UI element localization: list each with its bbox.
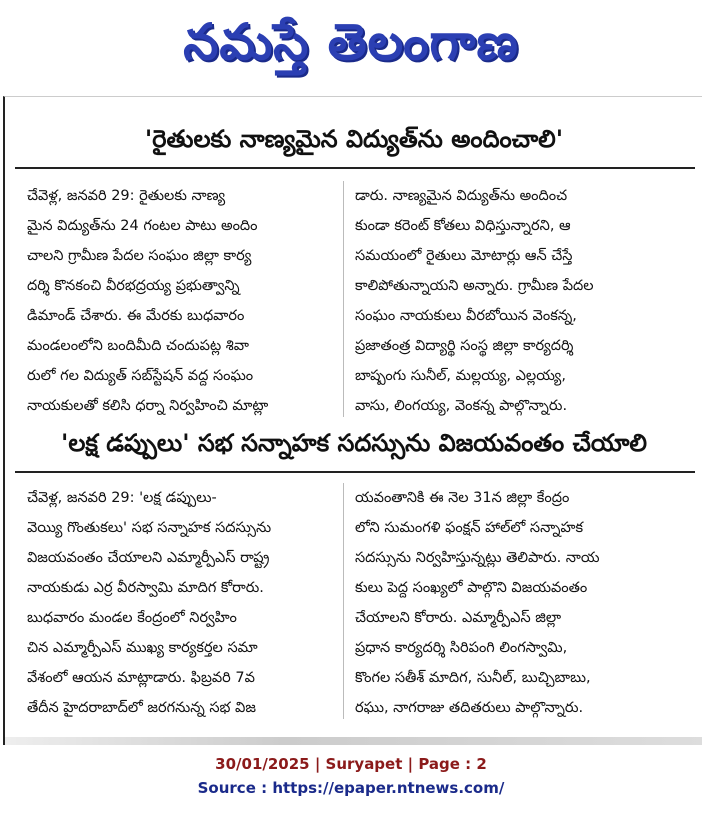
text-line: ప్రజాతంత్ర విద్యార్థి సంస్థ జిల్లా కార్యదర్శి bbox=[355, 338, 574, 354]
article-1-column-1 bbox=[27, 181, 337, 421]
source-link[interactable]: Source : https://epaper.ntnews.com/ bbox=[197, 779, 505, 797]
text-line: మండలంలోని బందిమీది చందుపట్ల శివా bbox=[27, 338, 249, 354]
column-separator bbox=[343, 483, 344, 719]
newspaper-logo: నమస్తే తెలంగాణ bbox=[183, 13, 519, 71]
article-2-headline: 'లక్ష డప్పులు' సభ సన్నాహక సదస్సును విజయవంతం చేయాలి bbox=[61, 429, 647, 457]
text-line: సమయంలో రైతులు మోటార్లు ఆన్ చేస్తే bbox=[355, 248, 573, 264]
text-line: రఘు, నాగరాజు తదితరులు పాల్గొన్నారు. bbox=[355, 700, 584, 716]
text-line: డిమాండ్ చేశారు. ఈ మేరకు బుధవారం bbox=[27, 308, 245, 324]
text-line: ప్రధాన కార్యదర్శి సిరిపంగి లింగస్వామి, bbox=[355, 640, 568, 656]
text-line: దర్శి కొనకంచి వీరభద్రయ్య ప్రభుత్వాన్ని bbox=[27, 278, 240, 294]
footer bbox=[0, 752, 702, 800]
text-line: సదస్సును నిర్వహిస్తున్నట్లు తెలిపారు. నాయ bbox=[355, 550, 600, 566]
divider bbox=[15, 471, 695, 473]
text-line: చిన ఎమ్మార్పీఎస్ ముఖ్య కార్యకర్తల సమా bbox=[27, 640, 258, 656]
text-line: డారు. నాణ్యమైన విద్యుత్‌ను అందించ bbox=[355, 188, 568, 204]
text-line: వెయ్యి గొంతుకలు' సభ సన్నాహక సదస్సును bbox=[27, 520, 272, 536]
text-line: తేదీన హైదరాబాద్‌లో జరగనున్న సభ విజ bbox=[27, 700, 256, 716]
text-line: కాలిపోతున్నాయని అన్నారు. గ్రామీణ పేదల bbox=[355, 278, 594, 294]
text-line: కుండా కరెంట్ కోతలు విధిస్తున్నారని, ఆ bbox=[355, 218, 571, 234]
dateline: 30/01/2025 | Suryapet | Page : 2 bbox=[215, 755, 487, 773]
text-line: నాయకులతో కలిసి ధర్నా నిర్వహించి మాట్లా bbox=[27, 398, 269, 414]
text-line: చేయాలని కోరారు. ఎమ్మార్పీఎస్ జిల్లా bbox=[355, 610, 562, 626]
text-line: యవంతానికి ఈ నెల 31న జిల్లా కేంద్రం bbox=[355, 490, 570, 506]
article-1-headline: 'రైతులకు నాణ్యమైన విద్యుత్‌ను అందించాలి' bbox=[144, 125, 564, 153]
text-line: విజయవంతం చేయాలని ఎమ్మార్పీఎస్ రాష్ట్ర bbox=[27, 550, 270, 566]
text-line: కులు పెద్ద సంఖ్యలో పాల్గొని విజయవంతం bbox=[355, 580, 588, 596]
news-clipping bbox=[3, 96, 702, 745]
next-article-edge bbox=[5, 737, 702, 745]
text-line: చేవెళ్ల, జనవరి 29: 'లక్ష డప్పులు- bbox=[27, 490, 217, 506]
article-1-column-2 bbox=[355, 181, 675, 421]
text-line: సంఘం నాయకులు వీరబోయిన వెంకన్న, bbox=[355, 308, 577, 324]
text-line: చేవెళ్ల, జనవరి 29: రైతులకు నాణ్య bbox=[27, 188, 226, 204]
divider bbox=[15, 167, 695, 169]
masthead bbox=[0, 0, 702, 88]
text-line: బాష్పంగు సునీల్, మల్లయ్య, ఎల్లయ్య, bbox=[355, 368, 566, 384]
text-line: నాయకుడు ఎర్ర వీరస్వామి మాదిగ కోరారు. bbox=[27, 580, 264, 596]
text-line: రులో గల విద్యుత్ సబ్‌స్టేషన్ వద్ద సంఘం bbox=[27, 368, 254, 384]
text-line: చాలని గ్రామీణ పేదల సంఘం జిల్లా కార్య bbox=[27, 248, 252, 264]
text-line: కొంగల సతీశ్ మాదిగ, సునీల్, బుచ్చిబాబు, bbox=[355, 670, 591, 686]
article-2-column-2 bbox=[355, 483, 675, 723]
text-line: బుధవారం మండల కేంద్రంలో నిర్వహిం bbox=[27, 610, 237, 626]
text-line: వాసు, లింగయ్య, వెంకన్న పాల్గొన్నారు. bbox=[355, 398, 568, 414]
column-separator bbox=[343, 181, 344, 417]
text-line: లోని సుమంగళి ఫంక్షన్ హాల్‌లో సన్నాహక bbox=[355, 520, 584, 536]
article-2-column-1 bbox=[27, 483, 337, 723]
text-line: మైన విద్యుత్‌ను 24 గంటల పాటు అందిం bbox=[27, 218, 258, 234]
text-line: వేశంలో ఆయన మాట్లాడారు. ఫిబ్రవరి 7వ bbox=[27, 670, 255, 686]
